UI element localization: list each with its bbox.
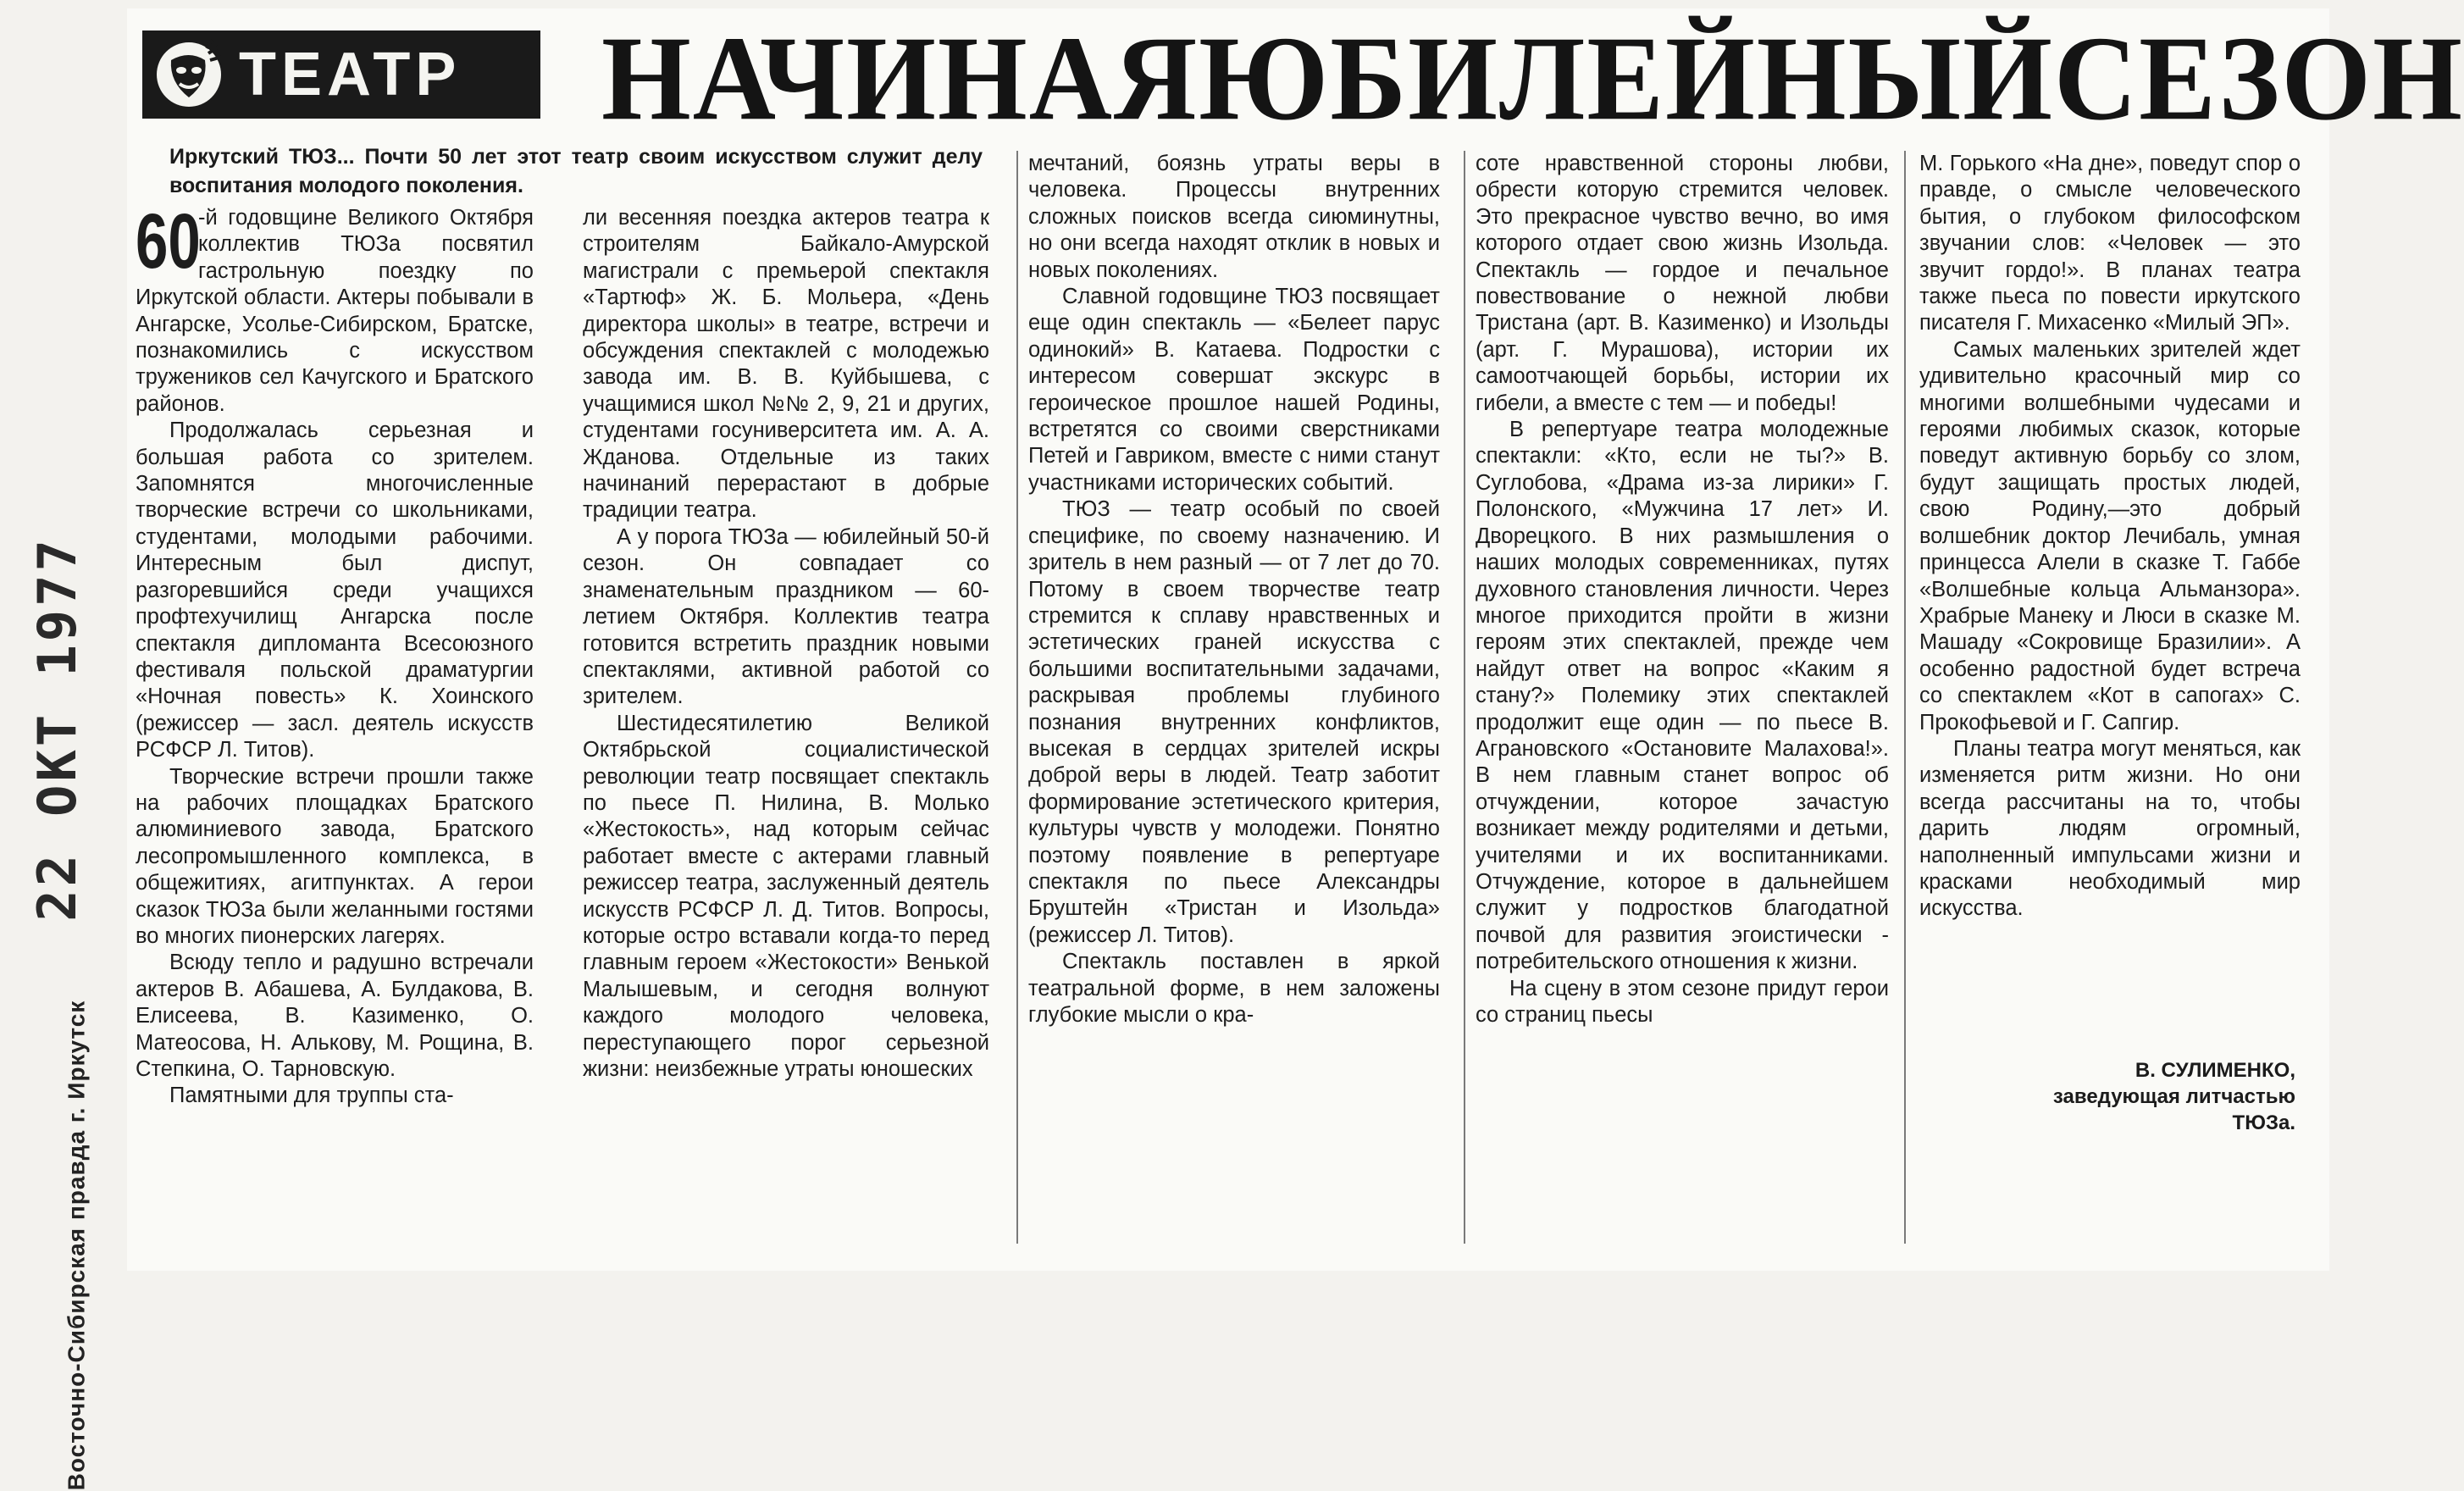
article-column-4: [1476, 151, 1889, 1028]
paragraph: Памятными для труппы ста-: [169, 1084, 454, 1108]
paragraph: Спектакль поставлен в яркой театральной форме, в нем заложены глубокие мысли о кра-: [1028, 950, 1440, 1027]
article-column-1: [136, 198, 534, 1110]
paragraph: ТЮЗ — театр особый по своей специфике, по своему назначению. И зритель в нем разный — от 7 лет до 70. Потому в своем творчестве театр стремится к сплаву нравственных и эстетических граней искусства с большими воспитательными задачами, раскрывая проблемы глубиного познания внутренних конфликтов, высекая в сердцах зрителей искры доброй веры в людей. Театр заботит формирование эстетического критерия, культуры чувств у молодежи. Понятно поэтому появление в репертуаре спектакля по пьесе Александры Бруштейн «Тристан и Изольда» (режиссер Л. Титов).: [1028, 497, 1440, 947]
headline: [601, 12, 2464, 146]
paragraph: Славной годовщине ТЮЗ посвящает еще один спектакль — «Белеет парус одинокий» В. Катаева. Подростки с интересом совершат экскурс в героическое прошлое нашей Родины, встретятся со своими сверстниками Петей и Гавриком, вместе с ними станут участниками исторических событий.: [1028, 285, 1440, 495]
date-stamp: [19, 535, 95, 922]
column-rule: [1016, 151, 1018, 1244]
headline-word-3: СЕЗОН: [2053, 12, 2464, 146]
rubric-banner: [142, 30, 540, 119]
paragraph: Шестидесятилетию Великой Октябрьской социалистической революции театр посвящает спектакль по пьесе П. Нилина, В. Молько «Жестокость», над которым сейчас работает вместе с актерами главный режиссер театра, заслуженный деятель искусств РСФСР Л. Д. Титов. Вопросы, которые остро вставали когда-то перед главным героем «Жестокости» Венькой Малышевым, и сегодня волнуют каждого молодого человека, переступающего порог серьезной жизни: неизбежные утраты юношеских: [583, 711, 989, 1081]
author-role: заведующая литчастью: [2052, 1085, 2295, 1108]
newspaper-stamp: [42, 1000, 110, 1491]
lead-paragraph: Иркутский ТЮЗ... Почти 50 лет этот театр своим искусством служит делу воспитания молодого поколения.: [169, 145, 983, 197]
paragraph: мечтаний, боязнь утраты веры в человека. Процессы внутренних сложных поисков всегда сиюминутны, но они всегда находят отклик в новых и новых поколениях.: [1028, 152, 1440, 282]
rubric-label: ТЕАТР: [239, 41, 462, 108]
newspaper-stamp-text: Восточно-Сибирская правда г. Иркутск: [63, 1000, 89, 1491]
clipping-tail: [127, 1186, 1897, 1271]
paragraph: Всюду тепло и радушно встречали актеров В. Абашева, А. Булдакова, В. Елисеева, В. Казименко, О. Матеосова, Н. Алькову, М. Рощина, В. Степкина, О. Тарновскую.: [136, 951, 534, 1081]
article-column-3: [1028, 151, 1440, 1028]
paragraph: Творческие встречи прошли также на рабочих площадках Братского алюминиевого завода, Братского лесопромышленного комплекса, в общежитиях, агитпунктах. А герои сказок ТЮЗа были желанными гостями во многих пионерских лагерях.: [136, 764, 534, 948]
paragraph: На сцену в этом сезоне придут герои со страниц пьесы: [1476, 976, 1889, 1027]
author-org: ТЮЗа.: [2232, 1111, 2295, 1134]
paragraph: В репертуаре театра молодежные спектакли: «Кто, если не ты?» В. Суглобова, «Драма из-за лирики» Г. Полонского, «Мужчина 17 лет» И. Дворецкого. В них размышления о наших молодых современниках, путях духовного становления личности. Через многое приходится пройти в жизни героям этих спектаклей, прежде чем найдут ответ на вопрос «Каким я стану?» Полемику этих спектаклей продолжит еще один — по пьесе В. Аграновского «Остановите Малахова!». В нем главным станет вопрос об отчуждении, которое зачастую возникает между родителями и детьми, учителями и их воспитанниками. Отчуждение, которое в дальнейшем служит у подростков благодатной почвой для развития эгоистически - потребительского отношения к жизни.: [1476, 418, 1889, 974]
paragraph: соте нравственной стороны любви, обрести которую стремится человек. Это прекрасное чувство вечно, во имя которого отдает свою жизнь Изольда. Спектакль — гордое и печальное повествование о нежной любви Тристана (арт. В. Казименко) и Изольды (арт. Г. Мурашова), истории их самоотчающей борьбы, истории их гибели, а вместе с тем — и победы!: [1476, 152, 1889, 415]
paragraph: Планы театра могут меняться, как изменяется ритм жизни. Но они всегда рассчитаны на то, чтобы дарить людям огромный, наполненный импульсами жизни и красками необходимый мир искусства.: [1919, 736, 2301, 921]
date-stamp-text: 22 ОКТ 1977: [25, 535, 88, 922]
article-column-2: [583, 205, 989, 1083]
dropcap: 60: [136, 198, 201, 285]
column-rule: [1904, 151, 1906, 1244]
column-rule: [1464, 151, 1465, 1244]
author-signature: [1923, 1057, 2295, 1136]
paragraph: Самых маленьких зрителей ждет удивительно красочный мир со многими волшебными чудесами и героями любимых сказок, которые поведут активную борьбу со злом, будут защищать простых людей, свою Родину,—это добрый волшебник доктор Лечибаль, умная принцесса Алели в сказке Т. Габбе «Волшебные кольца Альманзора». Храбрые Манеку и Люси в сказке М. Машаду «Сокровище Бразилии». А особенно радостной будет встреча со спектаклем «Кот в сапогах» С. Прокофьевой и Г. Сапгир.: [1919, 337, 2301, 734]
headline-word-1: НАЧИНАЯ: [601, 12, 1199, 146]
author-name: В. СУЛИМЕНКО,: [2135, 1059, 2295, 1082]
paragraph: А у порога ТЮЗа — юбилейный 50-й сезон. Он совпадает со знаменательным праздником — 60-летием Октября. Коллектив театра готовится встретить праздник новыми спектаклями, активной работой со зрителем.: [583, 524, 989, 709]
headline-word-2: ЮБИЛЕЙНЫЙ: [1199, 12, 2054, 146]
article-column-5: [1919, 151, 2301, 923]
paragraph: М. Горького «На дне», поведут спор о правде, о смысле человеческого бытия, о глубоком философском звучании слов: «Человек — это звучит гордо!». В планах театра также пьеса по повести иркутского писателя Г. Михасенко «Милый ЭП».: [1919, 152, 2301, 335]
theatre-mask-icon: [142, 30, 235, 119]
paragraph: ли весенняя поездка актеров театра к строителям Байкало-Амурской магистрали с премьерой спектакля «Тартюф» Ж. Б. Мольера, «День директора школы» в театре, встречи и обсуждения спектаклей с молодежью завода им. В. В. Куйбышева, с учащимися школ №№ 2, 9, 21 и других, студентами госуниверситета им. А. А. Жданова. Отдельные из таких начинаний перерастают в добрые традиции театра.: [583, 206, 989, 523]
paragraph: -й годовщине Великого Октября коллектив ТЮЗа посвятил гастрольную поездку по Иркутской области. Актеры побывали в Ангарске, Усолье-Сибирском, Братске, познакомились с искусством тружеников сел Качугского и Братского районов.: [136, 206, 534, 416]
dropcap-paragraph: [136, 198, 534, 418]
paragraph: Продолжалась серьезная и большая работа со зрителем. Запомнятся многочисленные творческие встречи со школьниками, студентами, молодыми рабочими. Интересным был диспут, разгоревшийся среди учащихся профтехучилищ Ангарска после спектакля дипломанта Всесоюзного фестиваля польской драматургии «Ночная повесть» К. Хоинского (режиссер — засл. деятель искусств РСФСР Л. Титов).: [136, 418, 534, 762]
